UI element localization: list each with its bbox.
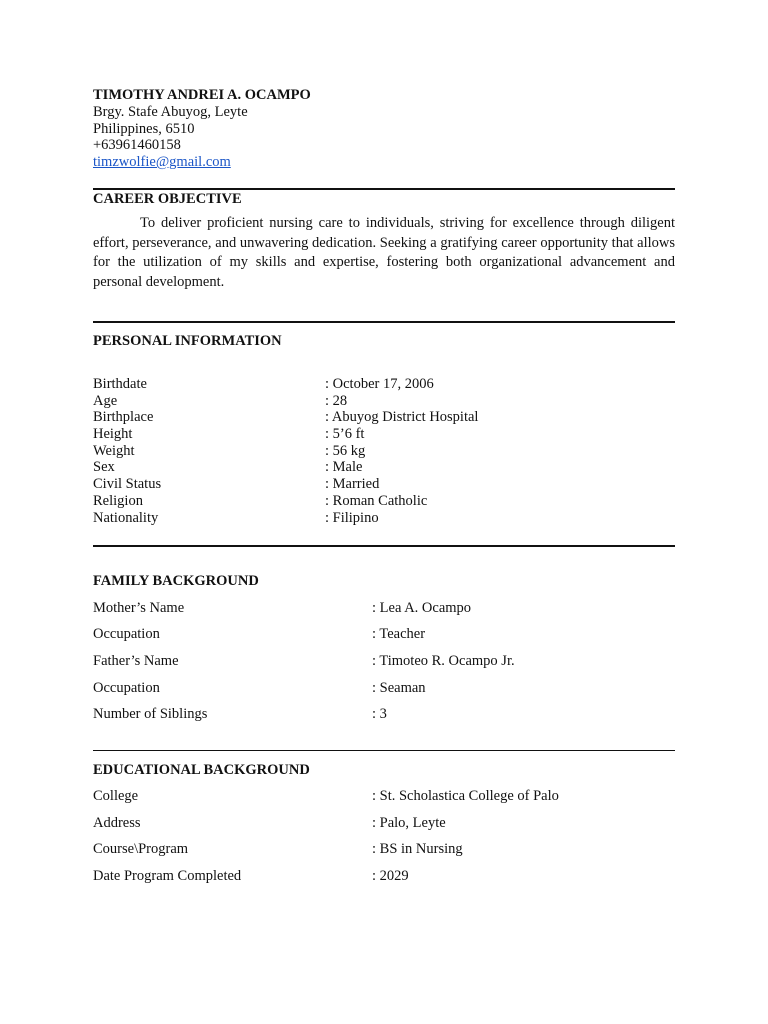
section-divider <box>93 545 675 547</box>
family-row-label: Occupation <box>93 680 160 696</box>
education-row-label: College <box>93 788 139 804</box>
personal-row-label: Sex <box>93 459 115 475</box>
personal-row-value: : October 17, 2006 <box>325 376 434 392</box>
personal-information-heading: PERSONAL INFORMATION <box>93 333 282 349</box>
family-row-value: : Timoteo R. Ocampo Jr. <box>372 653 515 669</box>
family-row-value: : 3 <box>372 706 387 722</box>
education-row-value: : BS in Nursing <box>372 841 463 857</box>
family-row-value: : Seaman <box>372 680 426 696</box>
personal-row-value: : Abuyog District Hospital <box>325 409 479 425</box>
personal-row-value: : 28 <box>325 393 348 409</box>
family-row-value: : Teacher <box>372 626 426 642</box>
address-line-1: Brgy. Stafe Abuyog, Leyte <box>93 104 248 120</box>
family-row-label: Occupation <box>93 626 160 642</box>
personal-row-value: : Married <box>325 476 380 492</box>
section-divider <box>93 188 675 190</box>
career-objective-heading: CAREER OBJECTIVE <box>93 191 242 207</box>
personal-row-value: : Roman Catholic <box>325 493 428 509</box>
personal-row-label: Height <box>93 426 133 442</box>
email-link[interactable]: timzwolfie@gmail.com <box>93 154 231 170</box>
family-row-label: Number of Siblings <box>93 706 208 722</box>
personal-row-label: Religion <box>93 493 143 509</box>
personal-row-label: Nationality <box>93 510 159 526</box>
personal-row-value: : Male <box>325 459 363 475</box>
personal-row-label: Weight <box>93 443 135 459</box>
address-line-2: Philippines, 6510 <box>93 121 195 137</box>
personal-row-label: Birthplace <box>93 409 154 425</box>
education-row-label: Address <box>93 815 141 831</box>
personal-row-label: Birthdate <box>93 376 147 392</box>
personal-row-value: : 5’6 ft <box>325 426 365 442</box>
section-divider <box>93 750 675 751</box>
family-row-label: Father’s Name <box>93 653 179 669</box>
section-divider <box>93 321 675 323</box>
phone-number: +63961460158 <box>93 137 181 153</box>
education-row-label: Course\Program <box>93 841 189 857</box>
personal-row-value: : Filipino <box>325 510 379 526</box>
education-row-value: : St. Scholastica College of Palo <box>372 788 559 804</box>
personal-row-label: Civil Status <box>93 476 162 492</box>
career-objective-text: To deliver proficient nursing care to individuals, striving for excellence through diligent effort, perseverance, and unwavering dedication. Seeking a gratifying career opportunity that allows for the utilization of my skills and expertise, fostering both organizational advancement and personal development. <box>93 215 675 291</box>
applicant-name: TIMOTHY ANDREI A. OCAMPO <box>93 87 311 103</box>
personal-row-value: : 56 kg <box>325 443 366 459</box>
family-background-heading: FAMILY BACKGROUND <box>93 573 259 589</box>
family-row-label: Mother’s Name <box>93 600 185 616</box>
family-row-value: : Lea A. Ocampo <box>372 600 472 616</box>
education-row-value: : Palo, Leyte <box>372 815 446 831</box>
education-row-label: Date Program Completed <box>93 868 242 884</box>
educational-background-heading: EDUCATIONAL BACKGROUND <box>93 762 310 778</box>
personal-row-label: Age <box>93 393 118 409</box>
education-row-value: : 2029 <box>372 868 409 884</box>
